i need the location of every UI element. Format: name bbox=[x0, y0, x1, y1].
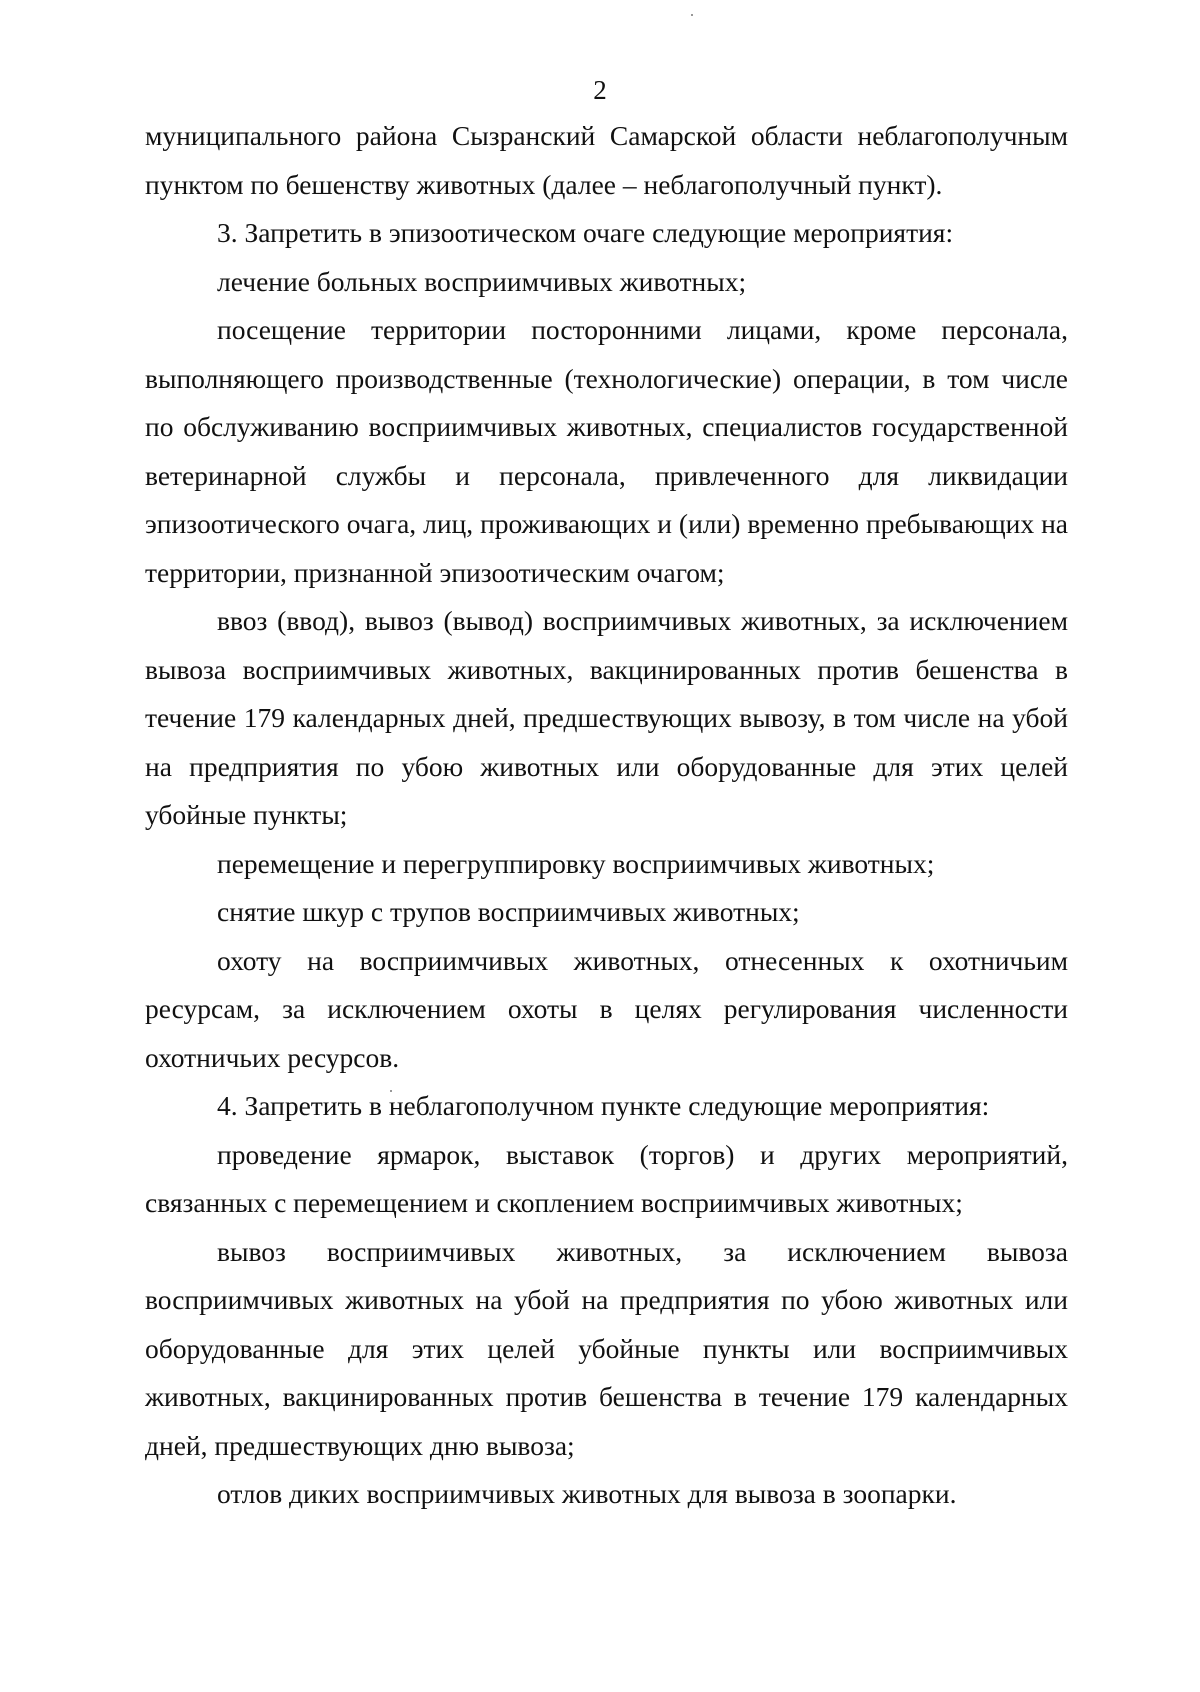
paragraph-item-4-heading: 4. Запретить в неблагополучном пункте следующие мероприятия: bbox=[217, 1090, 990, 1121]
paragraph-treatment-ban: лечение больных восприимчивых животных; bbox=[217, 265, 747, 297]
paragraph-skinning-ban: снятие шкур с трупов восприимчивых животных; bbox=[217, 896, 800, 927]
paragraph-export-ban: вывоз восприимчивых животных, за исключением вывоза восприимчивых животных на убой на предприятия по убою животных или оборудованные для этих целей убойные пункты или восприимчивых животных, вакцинированных против бешенства в течение 179 календарных дней, предшествующих дню вывоза; bbox=[145, 1235, 1068, 1461]
paragraph-hunting-ban: охоту на восприимчивых животных, отнесенных к охотничьим ресурсам, за исключением охоты в целях регулирования численности охотничьих ресурсов. bbox=[145, 944, 1068, 1073]
paragraph-trapping-ban: отлов диких восприимчивых животных для вывоза в зоопарки. bbox=[217, 1478, 957, 1509]
paragraph-import-export-ban: ввоз (ввод), вывоз (вывод) восприимчивых животных, за исключением вывоза восприимчивых животных, вакцинированных против бешенства в течение 179 календарных дней, предшествующих вывозу, в том числе на убой на предприятия по убою животных или оборудованные для этих целей убойные пункты; bbox=[145, 605, 1068, 830]
scan-speck bbox=[691, 14, 693, 16]
document-body bbox=[145, 112, 1068, 1519]
paragraph-item-3-heading: 3. Запретить в эпизоотическом очаге следующие мероприятия: bbox=[217, 217, 954, 248]
paragraph-regrouping-ban: перемещение и перегруппировку восприимчивых животных; bbox=[217, 847, 935, 879]
paragraph-continuation: муниципального района Сызранский Самарской области неблагополучным пунктом по бешенству животных (далее – неблагополучный пункт). bbox=[145, 120, 1068, 200]
paragraph-fairs-ban: проведение ярмарок, выставок (торгов) и других мероприятий, связанных с перемещением и скоплением восприимчивых животных; bbox=[145, 1138, 1068, 1218]
page-number: 2 bbox=[593, 75, 607, 105]
paragraph-visit-ban: посещение территории посторонними лицами, кроме персонала, выполняющего производственные (технологические) операции, в том числе по обслуживанию восприимчивых животных, специалистов государственной ветеринарной службы и персонала, привлеченного для ликвидации эпизоотического очага, лиц, проживающих и (или) временно пребывающих на территории, признанной эпизоотическим очагом; bbox=[145, 314, 1068, 588]
